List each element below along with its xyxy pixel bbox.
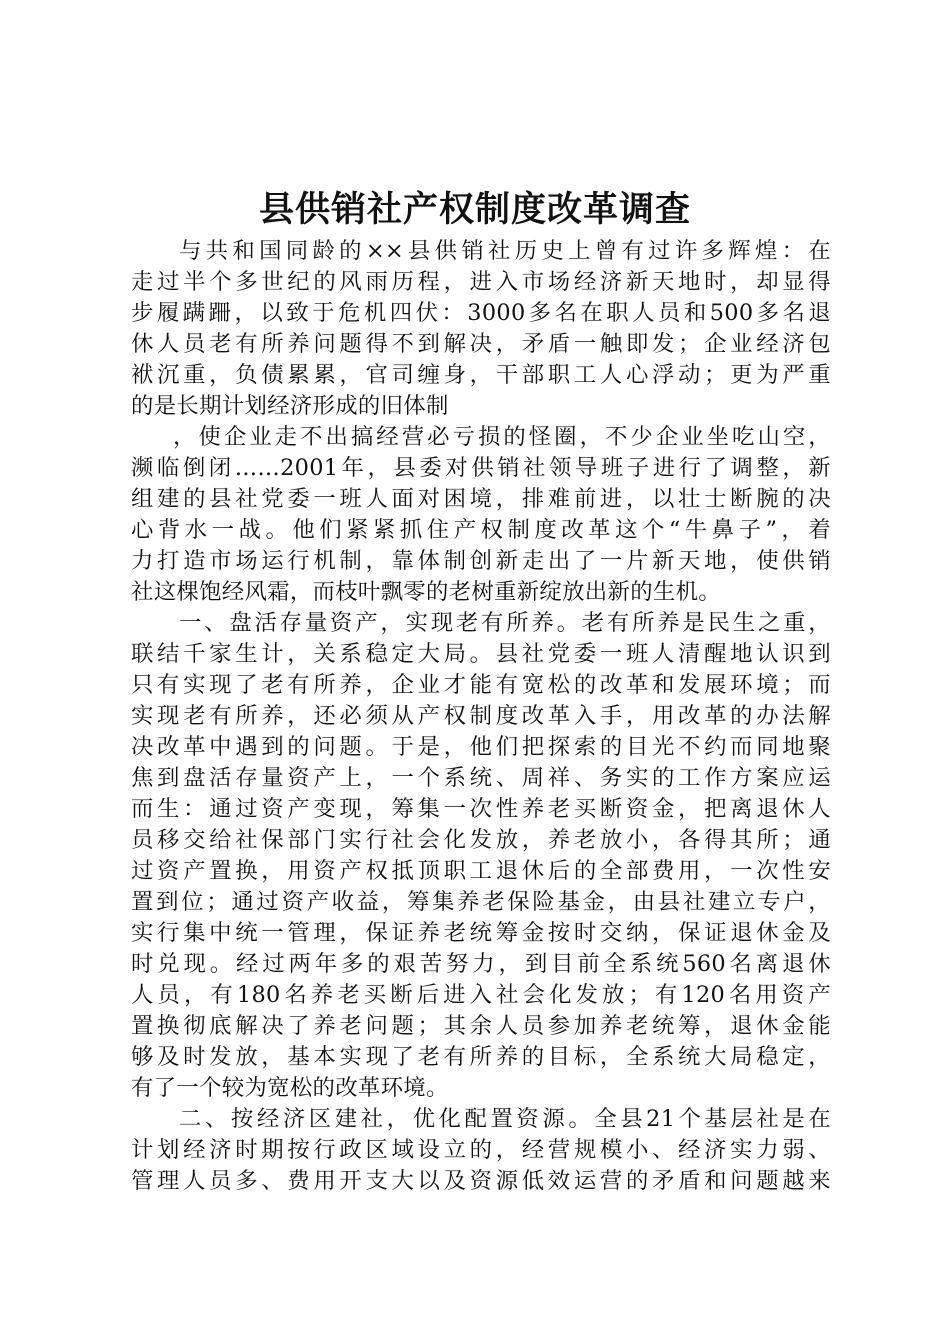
body-line: 够及时发放，基本实现了老有所养的目标，全系统大局稳定， bbox=[131, 1044, 831, 1070]
body-line: 社这棵饱经风霜，而枝叶飘零的老树重新绽放出新的生机。 bbox=[131, 579, 721, 605]
body-line: 联结千家生计，关系稳定大局。县社党委一班人清醒地认识到 bbox=[131, 641, 831, 667]
document-body bbox=[131, 236, 831, 1197]
body-line: 计划经济时期按行政区域设立的，经营规模小、经济实力弱、 bbox=[131, 1137, 831, 1163]
body-line: 置换彻底解决了养老问题；其余人员参加养老统筹，退休金能 bbox=[131, 1013, 831, 1039]
body-line: ，使企业走不出搞经营必亏损的怪圈，不少企业坐吃山空， bbox=[173, 424, 831, 450]
body-line: 决改革中遇到的问题。于是，他们把探索的目光不约而同地聚 bbox=[131, 734, 831, 760]
body-line: 与共和国同龄的××县供销社历史上曾有过许多辉煌：在 bbox=[179, 238, 831, 264]
body-line: 一、盘活存量资产，实现老有所养。老有所养是民生之重， bbox=[179, 610, 831, 636]
body-line: 而生：通过资产变现，筹集一次性养老买断资金，把离退休人 bbox=[131, 796, 831, 822]
body-line: 实现老有所养，还必须从产权制度改革入手，用改革的办法解 bbox=[131, 703, 831, 729]
body-line: 袱沉重，负债累累，官司缠身，干部职工人心浮动；更为严重 bbox=[131, 362, 831, 388]
body-line: 休人员老有所养问题得不到解决，矛盾一触即发；企业经济包 bbox=[131, 331, 831, 357]
body-line: 的是长期计划经济形成的旧体制 bbox=[131, 393, 449, 419]
body-line: 组建的县社党委一班人面对困境，排难前进，以壮士断腕的决 bbox=[131, 486, 831, 512]
document-title: 县供销社产权制度改革调查 bbox=[258, 189, 691, 230]
body-line: 置到位；通过资产收益，筹集养老保险基金，由县社建立专户， bbox=[131, 889, 831, 915]
body-line: 过资产置换，用资产权抵顶职工退休后的全部费用，一次性安 bbox=[131, 858, 831, 884]
body-line: 时兑现。经过两年多的艰苦努力，到目前全系统560名离退休 bbox=[131, 951, 831, 977]
body-line: 有了一个较为宽松的改革环境。 bbox=[131, 1075, 449, 1101]
body-line: 力打造市场运行机制，靠体制创新走出了一片新天地，使供销 bbox=[131, 548, 831, 574]
body-line: 濒临倒闭……2001年，县委对供销社领导班子进行了调整，新 bbox=[131, 455, 831, 481]
body-line: 二、按经济区建社，优化配置资源。全县21个基层社是在 bbox=[179, 1106, 831, 1132]
body-line: 只有实现了老有所养，企业才能有宽松的改革和发展环境；而 bbox=[131, 672, 831, 698]
body-line: 步履蹒跚，以致于危机四伏：3000多名在职人员和500多名退 bbox=[131, 300, 831, 326]
body-line: 焦到盘活存量资产上，一个系统、周祥、务实的工作方案应运 bbox=[131, 765, 831, 791]
body-line: 人员，有180名养老买断后进入社会化发放；有120名用资产 bbox=[131, 982, 831, 1008]
body-line: 走过半个多世纪的风雨历程，进入市场经济新天地时，却显得 bbox=[131, 269, 831, 295]
body-line: 管理人员多、费用开支大以及资源低效运营的矛盾和问题越来 bbox=[131, 1168, 831, 1194]
body-line: 实行集中统一管理，保证养老统筹金按时交纳，保证退休金及 bbox=[131, 920, 831, 946]
body-line: 员移交给社保部门实行社会化发放，养老放小，各得其所；通 bbox=[131, 827, 831, 853]
body-line: 心背水一战。他们紧紧抓住产权制度改革这个“牛鼻子”，着 bbox=[131, 517, 831, 543]
